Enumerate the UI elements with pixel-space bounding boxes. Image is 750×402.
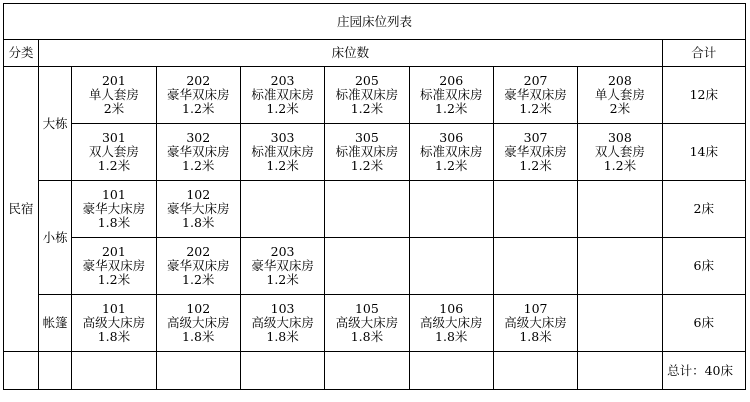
room-no: 205 bbox=[354, 73, 379, 88]
row-total-cell[interactable]: 6床 bbox=[662, 238, 745, 295]
room-no: 103 bbox=[270, 301, 295, 316]
room-cell[interactable] bbox=[72, 124, 156, 181]
room-cell[interactable] bbox=[156, 67, 240, 124]
empty-cell[interactable] bbox=[156, 352, 240, 390]
room-type: 豪华大床房 bbox=[82, 201, 146, 216]
empty-cell[interactable] bbox=[409, 238, 493, 295]
room-size: 2米 bbox=[609, 101, 631, 116]
room-cell[interactable] bbox=[493, 295, 577, 352]
room-type: 豪华大床房 bbox=[166, 201, 230, 216]
room-size: 1.2米 bbox=[435, 101, 468, 116]
room-type: 豪华双床房 bbox=[251, 258, 314, 273]
room-no: 301 bbox=[101, 130, 126, 145]
room-size: 1.2米 bbox=[266, 272, 299, 287]
room-type: 标准双床房 bbox=[419, 87, 483, 102]
room-cell[interactable] bbox=[156, 295, 240, 352]
empty-cell[interactable] bbox=[325, 238, 409, 295]
empty-cell[interactable] bbox=[493, 238, 577, 295]
room-size: 1.8米 bbox=[182, 215, 215, 230]
room-type: 豪华双床房 bbox=[82, 258, 146, 273]
room-size: 1.8米 bbox=[182, 329, 215, 344]
empty-cell[interactable] bbox=[4, 352, 39, 390]
room-cell[interactable] bbox=[156, 181, 240, 238]
room-size: 1.8米 bbox=[350, 329, 384, 344]
room-cell[interactable] bbox=[325, 124, 409, 181]
room-no: 101 bbox=[101, 187, 126, 202]
room-no: 206 bbox=[439, 73, 464, 88]
room-cell[interactable] bbox=[240, 124, 324, 181]
room-cell[interactable] bbox=[409, 124, 493, 181]
room-size: 1.2米 bbox=[435, 158, 468, 173]
room-size: 2米 bbox=[103, 101, 125, 116]
room-size: 1.2米 bbox=[350, 101, 384, 116]
room-no: 102 bbox=[186, 301, 211, 316]
room-cell[interactable] bbox=[325, 67, 409, 124]
table-row bbox=[4, 238, 746, 295]
room-cell[interactable] bbox=[240, 238, 324, 295]
room-no: 107 bbox=[523, 301, 548, 316]
header-category[interactable]: 分类 bbox=[4, 40, 39, 67]
room-no: 208 bbox=[607, 73, 632, 88]
room-cell[interactable] bbox=[72, 238, 156, 295]
header-total[interactable]: 合计 bbox=[662, 40, 745, 67]
room-size: 1.2米 bbox=[182, 101, 215, 116]
room-no: 305 bbox=[354, 130, 379, 145]
empty-cell[interactable] bbox=[493, 181, 577, 238]
room-type: 豪华双床房 bbox=[504, 144, 567, 159]
room-cell[interactable] bbox=[156, 124, 240, 181]
room-cell[interactable] bbox=[409, 67, 493, 124]
room-size: 1.8米 bbox=[266, 329, 299, 344]
room-size: 1.2米 bbox=[519, 158, 552, 173]
room-size: 1.2米 bbox=[182, 158, 215, 173]
room-cell[interactable] bbox=[325, 295, 409, 352]
row-total-cell[interactable]: 2床 bbox=[662, 181, 745, 238]
room-no: 302 bbox=[186, 130, 211, 145]
room-type: 单人套房 bbox=[88, 87, 139, 102]
room-cell[interactable] bbox=[72, 295, 156, 352]
empty-cell[interactable] bbox=[72, 352, 156, 390]
empty-cell[interactable] bbox=[409, 181, 493, 238]
empty-cell[interactable] bbox=[578, 352, 662, 390]
room-type: 豪华双床房 bbox=[166, 144, 230, 159]
room-type: 标准双床房 bbox=[335, 144, 399, 159]
room-size: 1.2米 bbox=[266, 158, 299, 173]
room-type: 高级大床房 bbox=[166, 315, 230, 330]
room-no: 207 bbox=[523, 73, 548, 88]
room-cell[interactable] bbox=[493, 124, 577, 181]
room-type: 高级大床房 bbox=[251, 315, 314, 330]
header-row bbox=[4, 40, 746, 67]
room-size: 1.2米 bbox=[519, 101, 552, 116]
room-no: 105 bbox=[354, 301, 379, 316]
room-type: 标准双床房 bbox=[419, 144, 483, 159]
room-cell[interactable] bbox=[72, 181, 156, 238]
room-type: 高级大床房 bbox=[335, 315, 399, 330]
room-type: 豪华双床房 bbox=[166, 87, 230, 102]
room-size: 1.8米 bbox=[97, 329, 131, 344]
room-no: 307 bbox=[523, 130, 548, 145]
table-row bbox=[4, 67, 746, 124]
table-title[interactable]: 庄园床位列表 bbox=[4, 4, 746, 40]
room-size: 1.2米 bbox=[97, 158, 131, 173]
room-cell[interactable] bbox=[578, 67, 662, 124]
header-beds[interactable]: 床位数 bbox=[39, 40, 662, 67]
room-size: 1.2米 bbox=[350, 158, 384, 173]
room-no: 201 bbox=[101, 73, 126, 88]
table-row bbox=[4, 295, 746, 352]
table-row bbox=[4, 124, 746, 181]
footer-row bbox=[4, 352, 746, 390]
room-no: 306 bbox=[439, 130, 464, 145]
empty-cell[interactable] bbox=[39, 352, 72, 390]
room-cell[interactable] bbox=[240, 67, 324, 124]
room-size: 1.8米 bbox=[519, 329, 552, 344]
room-cell[interactable] bbox=[240, 295, 324, 352]
room-no: 106 bbox=[439, 301, 464, 316]
room-no: 203 bbox=[270, 73, 295, 88]
building-cell[interactable]: 大栋 bbox=[39, 67, 72, 181]
building-cell[interactable]: 小栋 bbox=[39, 181, 72, 295]
room-size: 1.2米 bbox=[97, 272, 131, 287]
empty-cell[interactable] bbox=[325, 352, 409, 390]
empty-cell[interactable] bbox=[240, 181, 324, 238]
room-no: 202 bbox=[186, 244, 211, 259]
room-size: 1.8米 bbox=[97, 215, 131, 230]
empty-cell[interactable] bbox=[578, 295, 662, 352]
room-type: 高级大床房 bbox=[419, 315, 483, 330]
room-type: 高级大床房 bbox=[82, 315, 146, 330]
room-no: 201 bbox=[101, 244, 126, 259]
empty-cell[interactable] bbox=[578, 238, 662, 295]
room-type: 双人套房 bbox=[594, 144, 645, 159]
empty-cell[interactable] bbox=[493, 352, 577, 390]
room-size: 1.2米 bbox=[603, 158, 637, 173]
room-type: 标准双床房 bbox=[251, 87, 314, 102]
row-total-cell[interactable]: 14床 bbox=[662, 124, 745, 181]
room-type: 豪华双床房 bbox=[504, 87, 567, 102]
room-no: 202 bbox=[186, 73, 211, 88]
room-no: 303 bbox=[270, 130, 295, 145]
room-type: 双人套房 bbox=[88, 144, 139, 159]
room-type: 单人套房 bbox=[594, 87, 645, 102]
empty-cell[interactable] bbox=[578, 181, 662, 238]
room-size: 1.8米 bbox=[435, 329, 468, 344]
row-total-cell[interactable]: 6床 bbox=[662, 295, 745, 352]
title-row bbox=[4, 4, 746, 40]
empty-cell[interactable] bbox=[409, 352, 493, 390]
room-no: 308 bbox=[607, 130, 632, 145]
room-cell[interactable] bbox=[156, 238, 240, 295]
building-cell[interactable]: 帐篷 bbox=[39, 295, 72, 352]
row-total-cell[interactable]: 12床 bbox=[662, 67, 745, 124]
grand-total-cell[interactable]: 总计：40床 bbox=[662, 352, 745, 390]
room-type: 标准双床房 bbox=[251, 144, 314, 159]
room-type: 高级大床房 bbox=[504, 315, 567, 330]
empty-cell[interactable] bbox=[325, 181, 409, 238]
empty-cell[interactable] bbox=[240, 352, 324, 390]
bed-list-table bbox=[3, 3, 746, 390]
room-no: 101 bbox=[101, 301, 126, 316]
room-no: 102 bbox=[186, 187, 211, 202]
room-cell[interactable] bbox=[72, 67, 156, 124]
room-type: 豪华双床房 bbox=[166, 258, 230, 273]
room-size: 1.2米 bbox=[182, 272, 215, 287]
table-row bbox=[4, 181, 746, 238]
room-cell[interactable] bbox=[493, 67, 577, 124]
room-size: 1.2米 bbox=[266, 101, 299, 116]
room-cell[interactable] bbox=[578, 124, 662, 181]
room-no: 203 bbox=[270, 244, 295, 259]
room-type: 标准双床房 bbox=[335, 87, 399, 102]
category-cell[interactable]: 民宿 bbox=[4, 67, 39, 352]
room-cell[interactable] bbox=[409, 295, 493, 352]
